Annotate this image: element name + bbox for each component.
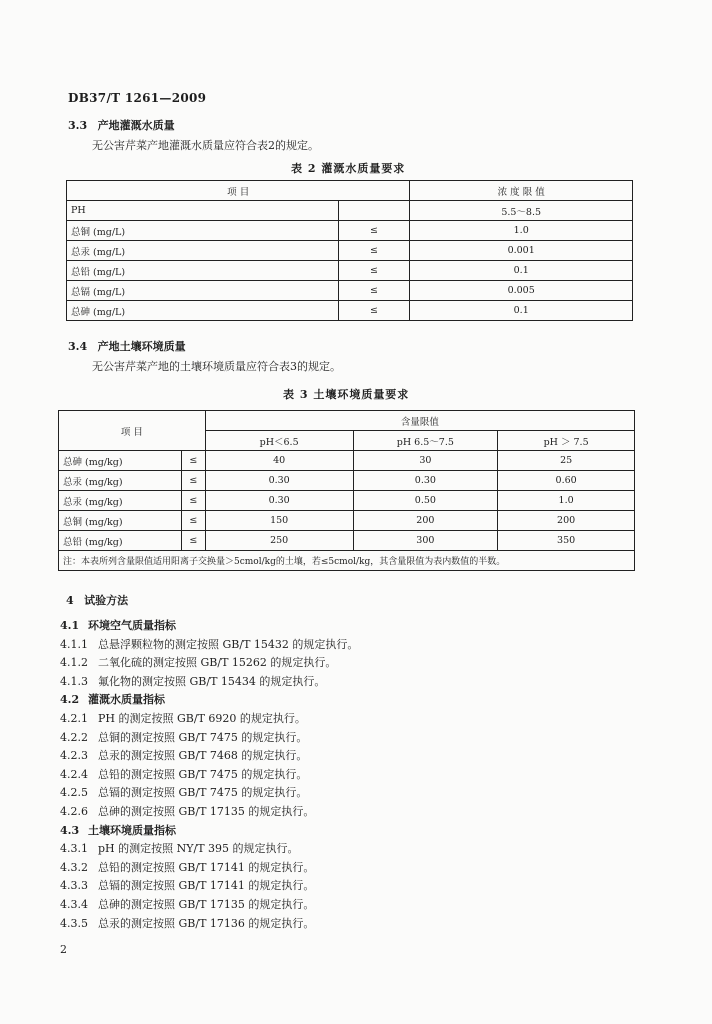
method-number: 4.3.5	[60, 916, 88, 930]
table-3-soil-environment	[58, 410, 635, 571]
row-operator: ≤	[338, 221, 410, 241]
row-value: 0.005	[410, 281, 633, 301]
row-item: PH	[67, 201, 339, 221]
row-value: 150	[205, 511, 353, 531]
row-value: 200	[353, 511, 498, 531]
header-item: 项 目	[67, 181, 410, 201]
method-number: 4.2.1	[60, 712, 88, 725]
row-operator: ≤	[181, 511, 205, 531]
table-row	[59, 511, 635, 531]
table-row	[59, 491, 635, 511]
method-number: 4.2.6	[60, 805, 88, 818]
table-row	[67, 261, 633, 281]
header-ph-mid: pH 6.5～7.5	[353, 431, 498, 451]
method-text: 环境空气质量指标	[88, 619, 176, 632]
document-code: DB37/T 1261—2009	[68, 91, 207, 105]
row-value: 25	[498, 451, 635, 471]
page-number: 2	[60, 943, 67, 956]
method-number: 4.1.2	[60, 656, 88, 670]
row-item: 总砷 (mg/kg)	[59, 451, 182, 471]
row-item: 总铅 (mg/kg)	[59, 531, 182, 551]
table-2-irrigation-water	[66, 180, 633, 321]
method-item	[60, 877, 314, 893]
row-operator: ≤	[181, 491, 205, 511]
row-value: 1.0	[410, 221, 633, 241]
method-number: 4.2.3	[60, 749, 88, 763]
row-value: 1.0	[498, 491, 635, 511]
table-note-row	[59, 551, 635, 571]
method-number: 4.3.1	[60, 842, 88, 856]
section-title: 产地土壤环境质量	[97, 340, 186, 353]
method-text: 总镉的测定按照 GB/T 7475 的规定执行。	[98, 786, 308, 800]
row-value: 300	[353, 531, 498, 551]
row-value: 200	[498, 511, 635, 531]
row-value: 0.001	[410, 241, 633, 261]
method-number: 4.2	[60, 693, 80, 707]
section-title: 试验方法	[84, 594, 129, 607]
table-2-caption: 表 2 灌溉水质量要求	[291, 162, 406, 175]
method-number: 4.1	[60, 619, 80, 632]
row-value: 0.30	[205, 491, 353, 511]
method-item	[60, 747, 307, 763]
section-3-3-heading	[68, 117, 175, 133]
row-item: 总铜 (mg/L)	[67, 221, 339, 241]
table-header-row	[67, 181, 633, 201]
method-number: 4.3.2	[60, 860, 88, 874]
method-text: 总砷的测定按照 GB/T 17135 的规定执行。	[98, 805, 315, 818]
section-number: 4	[66, 594, 74, 607]
method-item	[60, 654, 336, 670]
method-subheading	[60, 691, 165, 707]
row-item: 总镉 (mg/L)	[67, 281, 339, 301]
section-4-heading	[66, 592, 128, 608]
method-item	[60, 784, 307, 800]
method-text: 总悬浮颗粒物的测定按照 GB/T 15432 的规定执行。	[98, 637, 359, 651]
method-number: 4.1.3	[60, 674, 88, 688]
header-ph-high: pH ＞ 7.5	[498, 431, 635, 451]
section-number: 3.3	[68, 119, 88, 132]
method-text: 灌溉水质量指标	[88, 693, 165, 707]
row-operator: ≤	[338, 261, 410, 281]
method-text: 总铜的测定按照 GB/T 7475 的规定执行。	[98, 730, 308, 744]
method-text: 总铅的测定按照 GB/T 17141 的规定执行。	[98, 860, 315, 874]
row-operator	[338, 201, 410, 221]
section-title: 产地灌溉水质量	[97, 119, 175, 132]
method-text: 总砷的测定按照 GB/T 17135 的规定执行。	[98, 898, 315, 911]
row-value: 5.5～8.5	[410, 201, 633, 221]
row-operator: ≤	[338, 241, 410, 261]
method-item	[60, 766, 307, 782]
row-value: 0.50	[353, 491, 498, 511]
method-subheading	[60, 617, 176, 633]
table-row	[67, 221, 633, 241]
row-item: 总砷 (mg/L)	[67, 301, 339, 321]
method-number: 4.3	[60, 823, 80, 837]
row-value: 40	[205, 451, 353, 471]
row-value: 0.1	[410, 261, 633, 281]
method-text: 总汞的测定按照 GB/T 7468 的规定执行。	[98, 749, 308, 763]
table-header-row	[59, 411, 635, 431]
row-item: 总汞 (mg/kg)	[59, 471, 182, 491]
table-row	[59, 471, 635, 491]
table-row	[67, 241, 633, 261]
row-value: 250	[205, 531, 353, 551]
row-value: 30	[353, 451, 498, 471]
method-number: 4.2.2	[60, 730, 88, 744]
method-number: 4.2.5	[60, 786, 88, 800]
method-item	[60, 859, 314, 875]
method-item	[60, 673, 325, 689]
method-number: 4.3.4	[60, 898, 88, 911]
method-item	[60, 915, 314, 931]
method-text: 土壤环境质量指标	[88, 823, 176, 837]
table-row	[67, 201, 633, 221]
table-row	[59, 451, 635, 471]
row-item: 总汞 (mg/L)	[67, 241, 339, 261]
method-number: 4.1.1	[60, 637, 88, 651]
method-subheading	[60, 822, 176, 838]
section-3-4-paragraph: 无公害芹菜产地的土壤环境质量应符合表3的规定。	[92, 360, 341, 373]
method-item	[60, 710, 306, 726]
row-operator: ≤	[338, 281, 410, 301]
row-value: 0.30	[205, 471, 353, 491]
header-ph-low: pH＜6.5	[205, 431, 353, 451]
method-text: pH 的测定按照 NY/T 395 的规定执行。	[98, 842, 299, 856]
method-number: 4.2.4	[60, 767, 88, 781]
method-text: 总铅的测定按照 GB/T 7475 的规定执行。	[98, 767, 308, 781]
row-value: 0.1	[410, 301, 633, 321]
method-text: 总汞的测定按照 GB/T 17136 的规定执行。	[98, 916, 315, 930]
method-number: 4.3.3	[60, 879, 88, 893]
method-item	[60, 803, 314, 819]
row-value: 0.60	[498, 471, 635, 491]
header-item: 项 目	[59, 411, 206, 451]
row-operator: ≤	[338, 301, 410, 321]
header-value: 浓 度 限 值	[410, 181, 633, 201]
row-operator: ≤	[181, 451, 205, 471]
row-item: 总铅 (mg/L)	[67, 261, 339, 281]
section-number: 3.4	[68, 340, 88, 353]
row-value: 350	[498, 531, 635, 551]
table-row	[67, 301, 633, 321]
method-text: 总镉的测定按照 GB/T 17141 的规定执行。	[98, 879, 315, 893]
method-item	[60, 636, 358, 652]
table-row	[59, 531, 635, 551]
method-text: PH 的测定按照 GB/T 6920 的规定执行。	[98, 712, 306, 725]
section-3-4-heading	[68, 338, 186, 354]
method-item	[60, 896, 314, 912]
row-item: 总汞 (mg/kg)	[59, 491, 182, 511]
table-3-caption: 表 3 土壤环境质量要求	[283, 388, 410, 401]
section-3-3-paragraph: 无公害芹菜产地灌溉水质量应符合表2的规定。	[92, 139, 319, 152]
method-text: 氟化物的测定按照 GB/T 15434 的规定执行。	[98, 674, 326, 688]
row-value: 0.30	[353, 471, 498, 491]
method-item	[60, 840, 299, 856]
method-item	[60, 729, 307, 745]
row-item: 总铜 (mg/kg)	[59, 511, 182, 531]
table-row	[67, 281, 633, 301]
table-note: 注：本表所列含量限值适用阳离子交换量＞5cmol/kg的土壤，若≤5cmol/kg，其含量限值为表内数值的半数。	[59, 551, 635, 571]
header-group: 含量限值	[205, 411, 634, 431]
row-operator: ≤	[181, 531, 205, 551]
row-operator: ≤	[181, 471, 205, 491]
method-text: 二氧化硫的测定按照 GB/T 15262 的规定执行。	[98, 656, 337, 670]
